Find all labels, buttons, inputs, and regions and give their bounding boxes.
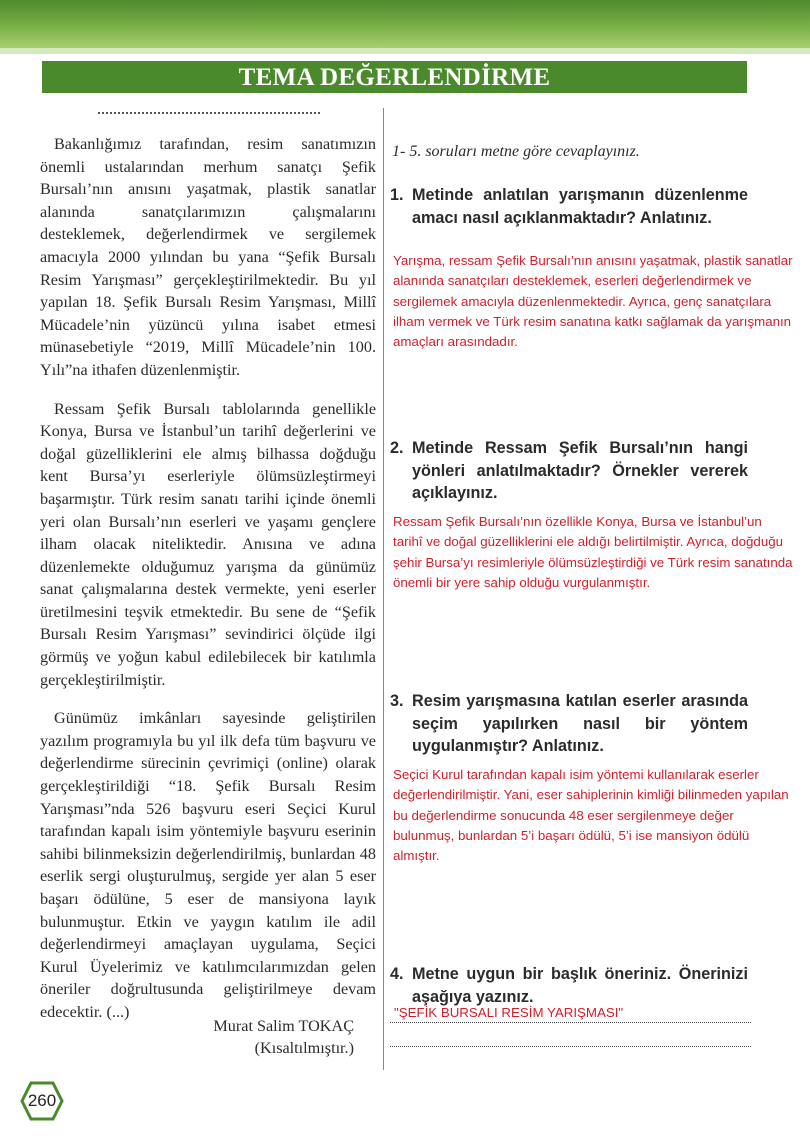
passage-paragraph-3: Günümüz imkânları sayesinde geliştirilen yazılım programıyla bu yıl ilk defa tüm başvuru ve değerlendirme sürecinin çevrimiçi (online) olarak gerçekleştirildiği “18. Şefik Bursalı Resim Yarışması”nda 526 başvuru eseri Seçici Kurul tarafından kapalı isim yöntemiyle başvuru eserinin sahibi bilinmeksizin değerlendirilmiş, bunlardan 48 eserlik sergi oluşturulmuş, sergide yer alan 5 eser başarı ödülüne, 5 eser de mansiyona layık bulunmuştur. Etkin ve yaygın katılım ile adil değerlendirmeyi amaçlayan uygulama, Seçici Kurul Üyelerimiz ve katılımcılarımızdan gelen öneriler doğrultusunda geliştirilmeye devam edecektir. (...) <box>40 709 376 1021</box>
question-number: 3. <box>390 692 404 710</box>
instruction-text: 1- 5. soruları metne göre cevaplayınız. <box>392 143 640 160</box>
answer-line-blank[interactable] <box>390 1028 751 1047</box>
question-2 <box>390 437 748 505</box>
answer-1: Yarışma, ressam Şefik Bursalı’nın anısını yaşatmak, plastik sanatlar alanında sanatçıları desteklemek, eserleri değerlendirmek ve sergilemek amacıyla düzenlenmektedir. Ayrıca, genç sanatçılara ilham vermek ve Türk resim sanatına katkı sağlamak da yarışmanın amaçları arasındadır. <box>393 253 793 350</box>
passage-source <box>213 1015 354 1059</box>
passage-paragraph-1: Bakanlığımız tarafından, resim sanatımızın önemli ustalarından merhum sanatçı Şefik Bursalı’nın anısını yaşatmak, plastik sanatlar alanında sanatçılarımızın çalışmalarını desteklemek, değerlendirmek ve sergilemek amacıyla 2000 yılından bu yana “Şefik Bursalı Resim Yarışması” gerçekleştirilmektedir. Bu yıl yapılan 18. Şefik Bursalı Resim Yarışması, Millî Mücadele’nin yüzüncü yılına isabet etmesi münasebetiyle “2019, Millî Mücadele’nin 100. Yılı”na ithafen düzenlenmiştir. <box>40 135 376 379</box>
answer-3: Seçici Kurul tarafından kapalı isim yöntemi kullanılarak eserler değerlendirilmiştir. Yani, eser sahiplerinin kimliği bilinmeden yapılan bu değerlendirme sonucunda 48 eser sergilenmeye değer bulunmuş, bunlardan 5’i başarı ödülü, 5’i ise mansiyon ödülü almıştır. <box>393 767 789 864</box>
question-text: Metinde anlatılan yarışmanın düzenlenme amacı nasıl açıklanmaktadır? Anlatınız. <box>412 186 748 227</box>
question-1 <box>390 184 748 229</box>
question-number: 4. <box>390 965 404 983</box>
question-text: Metne uygun bir başlık öneriniz. Önerinizi aşağıya yazınız. <box>412 965 748 1006</box>
question-text: Resim yarışmasına katılan eserler arasında seçim yapılırken nasıl bir yöntem uygulanmıştır? Anlatınız. <box>412 692 748 755</box>
title-underline-dots <box>98 112 320 114</box>
author-name: Murat Salim TOKAÇ <box>213 1017 354 1035</box>
question-3 <box>390 690 748 758</box>
answer-2: Ressam Şefik Bursalı’nın özellikle Konya, Bursa ve İstanbul’un tarihî ve doğal güzelliklerini ele aldığı belirtilmiştir. Ayrıca, doğduğu şehir Bursa’yı resimleriyle ölümsüzleştirdiği ve Türk resim sanatında önemli bir yere sahip olduğu vurgulanmıştır. <box>393 514 793 590</box>
answer-line-4[interactable]: "ŞEFİK BURSALI RESİM YARIŞMASI" <box>390 1004 751 1023</box>
top-decorative-band <box>0 0 810 48</box>
page-number: 260 <box>27 1091 57 1110</box>
passage-paragraph-2: Ressam Şefik Bursalı tablolarında genellikle Konya, Bursa ve İstanbul’un tarihî değerlerini ve doğal güzelliklerini ele almış bilhassa doğduğu kent Bursa’yı eserleriyle ölümsüzleştirmeyi başarmıştır. Türk resim sanatı tarihi içinde önemli yeri olan Bursalı’nın eserleri ve yaşamı gençlere ilham olacak niteliktedir. Anısına ve adına düzenlemekte olduğumuz yarışma da günümüz sanat çalışmalarına destek vermekte, yeni eserler üretilmesini teşvik etmektedir. Bu sene de “Şefik Bursalı Resim Yarışması” sevindirici ölçüde ilgi görmüş ve yoğun kabul edilebilecek bir katılımla gerçekleştirilmiştir. <box>40 399 376 689</box>
question-4 <box>390 963 748 1008</box>
abridged-note: (Kısaltılmıştır.) <box>254 1039 354 1057</box>
question-number: 1. <box>390 186 404 204</box>
reading-passage <box>40 133 376 1040</box>
question-number: 2. <box>390 439 404 457</box>
page-number-badge <box>20 1081 64 1121</box>
page-title: TEMA DEĞERLENDİRME <box>42 61 747 93</box>
column-divider <box>383 108 384 1070</box>
question-text: Metinde Ressam Şefik Bursalı’nın hangi yönleri anlatılmaktadır? Örnekler vererek açıklayınız. <box>412 439 748 502</box>
